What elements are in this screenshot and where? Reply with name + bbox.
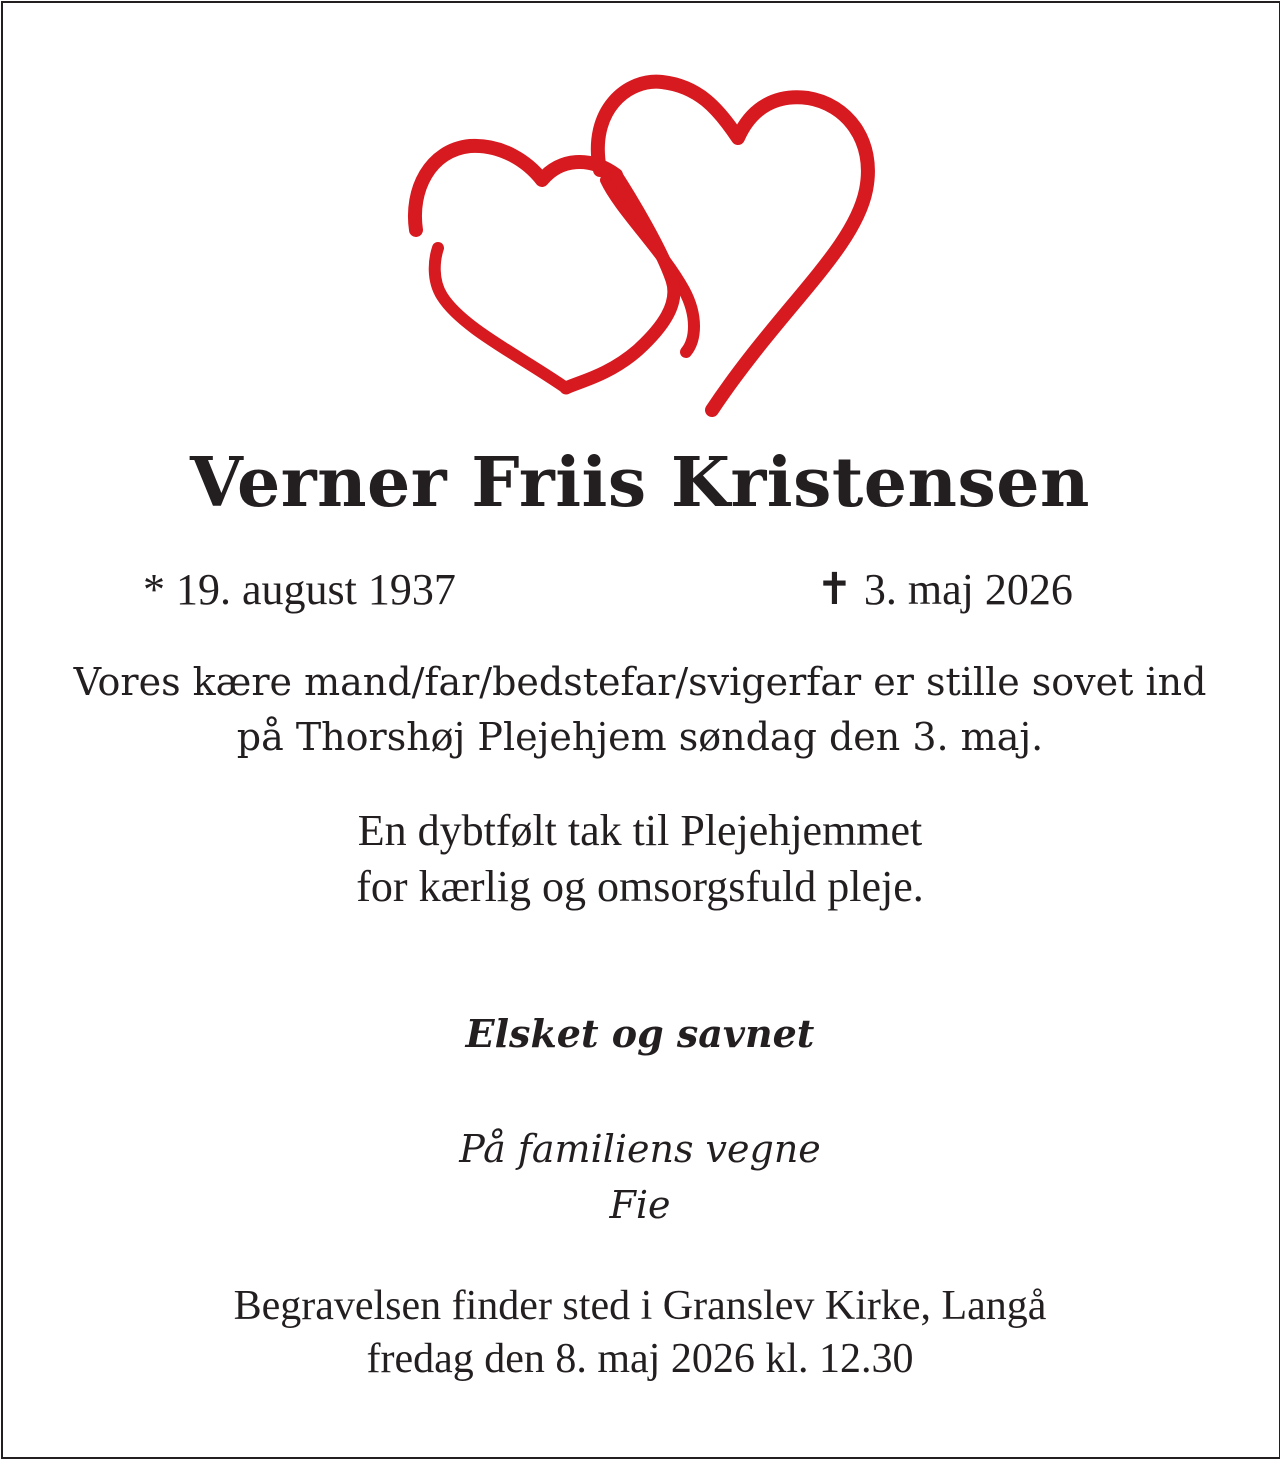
two-hearts-ribbon-icon: [400, 60, 890, 420]
intro-line-2: på Thorshøj Plejehjem søndag den 3. maj.: [236, 715, 1044, 759]
deceased-name: Verner Friis Kristensen: [190, 443, 1090, 523]
loved-and-missed: Elsket og savnet: [465, 1011, 815, 1056]
signature-line-1: På familiens vegne: [459, 1127, 821, 1171]
birth-date: * 19. august 1937: [143, 565, 456, 614]
funeral-line-2: fredag den 8. maj 2026 kl. 12.30: [366, 1336, 914, 1382]
funeral-line-1: Begravelsen finder sted i Granslev Kirke, Langå: [233, 1283, 1047, 1329]
thanks-line-2: for kærlig og omsorgsfuld pleje.: [356, 862, 924, 911]
thanks-line-1: En dybtfølt tak til Plejehjemmet: [357, 806, 923, 855]
intro-line-1: Vores kære mand/far/bedstefar/svigerfar er stille sovet ind: [73, 660, 1207, 704]
signature-line-2: Fie: [609, 1183, 671, 1227]
death-date: ✝ 3. maj 2026: [816, 565, 1073, 614]
